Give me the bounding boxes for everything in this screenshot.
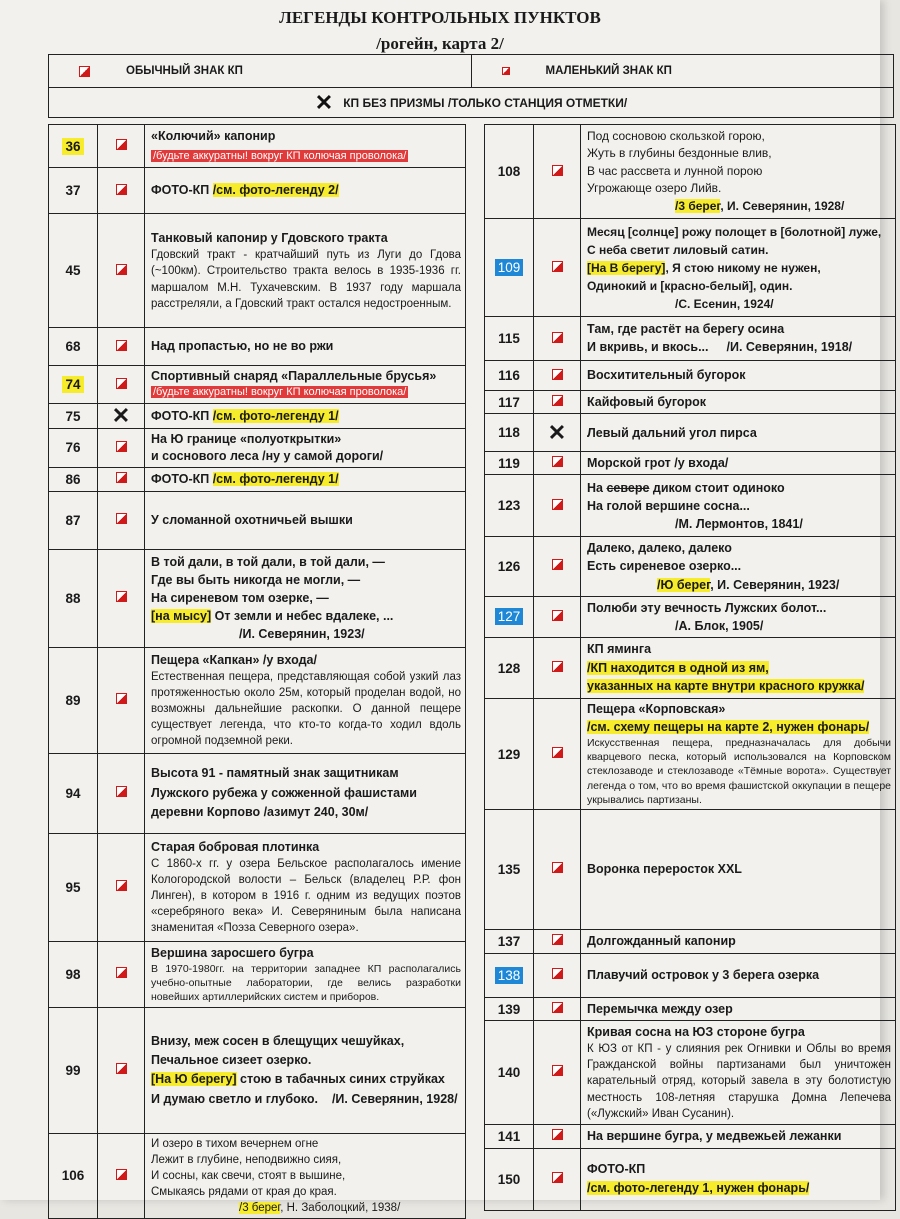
control-point-icon (116, 513, 127, 524)
control-point-icon (552, 968, 563, 979)
legend-table-left (48, 124, 466, 1219)
poem-author: /И. Северянин, 1923/ (239, 627, 365, 642)
kp-description: Вершина заросшего бугра (151, 945, 314, 960)
control-point-icon (116, 1169, 127, 1180)
location-hint: [На В берегу] (587, 260, 666, 275)
control-point-icon (116, 378, 127, 389)
table-row (49, 1133, 466, 1218)
poem-author: , Н. Заболоцкий, 1938/ (280, 1202, 401, 1215)
table-row (49, 125, 466, 168)
warning-note: /будьте аккуратны! вокруг КП колючая проволока/ (153, 149, 407, 162)
kp-description: ФОТО-КП (151, 183, 213, 198)
poem-author: /А. Блок, 1905/ (675, 618, 764, 633)
table-row (485, 596, 896, 637)
table-row (485, 953, 896, 997)
control-point-icon (116, 591, 127, 602)
kp-description: Кайфовый бугорок (581, 391, 896, 414)
kp-number: 128 (485, 637, 534, 698)
kp-description: ФОТО-КП (587, 1162, 646, 1177)
legend-table-right (484, 124, 896, 1211)
kp-description: Кривая сосна на ЮЗ стороне бугра (587, 1025, 805, 1040)
kp-history-text: В 1970-1980гг. на территории западнее КП располагались учебно-опытные лаборатории, где велись разработки новейших артиллерийских систем и приборов. (151, 963, 461, 1004)
kp-number: 75 (49, 404, 98, 429)
poem-line: На голой вершине сосна... (587, 498, 750, 513)
control-point-icon (116, 472, 127, 483)
kp-description: и соснового леса /ну у самой дороги/ (151, 448, 384, 463)
cross-icon: ✕ (98, 404, 145, 429)
table-row (485, 219, 896, 317)
kp-number: 99 (49, 1007, 98, 1133)
kp-number: 98 (49, 941, 98, 1007)
poem-line: Там, где растёт на берегу осина (587, 322, 785, 336)
control-point-icon (552, 369, 563, 380)
kp-description: ФОТО-КП (151, 408, 213, 423)
kp-description-highlight: /КП находится в одной из ям, (587, 660, 769, 675)
kp-number: 115 (485, 317, 534, 361)
control-point-icon (116, 340, 127, 351)
kp-description: деревни Корпово /азимут 240, 30м/ (151, 804, 369, 819)
kp-number: 129 (485, 699, 534, 810)
kp-description-highlight: /см. фото-легенду 1, нужен фонарь/ (587, 1181, 810, 1196)
control-point-icon (116, 441, 127, 452)
kp-number: 123 (485, 475, 534, 537)
poem-line: Угрожающе озеро Лийв. (587, 181, 722, 196)
poem-line: Полюби эту вечность Лужских болот... (587, 600, 827, 615)
kp-history-text: К ЮЗ от КП - у слияния рек Огнивки и Облы во время Гражданской войны партизанами был уничтожен карательный отряд, который завела в эту болотистую местность 108-летняя старушка Домна Лепечева («Лужский» Иван Сусанин). (587, 1043, 891, 1120)
kp-number: 89 (49, 647, 98, 753)
kp-number: 119 (485, 452, 534, 475)
location-hint: /3 берег (675, 198, 721, 213)
kp-number: 36 (62, 138, 83, 155)
kp-history-text: Естественная пещера, представляющая собой узкий лаз протяженностью около 25м, который проделан водой, но возможны дальнейшие раскопки. О данной пещере существует легенда, что кто-то когда-то ходил вдоль огромной подземной реки. (151, 671, 461, 748)
kp-number: 87 (49, 491, 98, 549)
kp-number: 108 (485, 125, 534, 219)
cross-icon: ✕ (314, 89, 334, 115)
table-row (49, 941, 466, 1007)
control-point-icon (552, 1172, 563, 1183)
no-prism-label: КП БЕЗ ПРИЗМЫ /ТОЛЬКО СТАНЦИЯ ОТМЕТКИ/ (343, 95, 628, 110)
location-hint: [На Ю берегу] (151, 1072, 237, 1087)
kp-number: 109 (495, 259, 524, 276)
table-row (485, 537, 896, 596)
kp-description: КП яминга (587, 641, 652, 656)
poem-line: И думаю светло и глубоко. (151, 1091, 318, 1106)
table-row (49, 168, 466, 214)
kp-history-text: Гдовский тракт - кратчайший путь из Луги до Гдова (~100км). Строительство тракта велось в 1935-1936 гг. маршалом М.Н. Тухачевским. В 1937 году маршала расстреляли, а Гдовский тракт остался недостроенным. (151, 249, 461, 310)
kp-number: 94 (49, 753, 98, 833)
table-row (485, 452, 896, 475)
table-row (485, 929, 896, 953)
table-row (485, 361, 896, 391)
kp-description: Восхитительный бугорок (581, 361, 896, 391)
poem-line: От земли и небес вдалеке, ... (211, 609, 394, 624)
poem-line: С неба светит лиловый сатин. (587, 242, 769, 257)
kp-number: 141 (485, 1124, 534, 1148)
control-point-icon (552, 661, 563, 672)
poem-line: На сиреневом том озерке, — (151, 591, 329, 606)
kp-number: 74 (62, 376, 83, 393)
location-hint: [на мысу] (151, 609, 212, 624)
kp-description: Левый дальний угол пирса (581, 414, 896, 452)
kp-number: 76 (49, 429, 98, 468)
control-point-icon (552, 395, 563, 406)
kp-description: Танковый капонир у Гдовского тракта (151, 231, 388, 246)
kp-description: Перемычка между озер (581, 997, 896, 1020)
table-row (49, 753, 466, 833)
kp-description: Долгожданный капонир (581, 929, 896, 953)
kp-description: На вершине бугра, у медвежьей лежанки (581, 1124, 896, 1148)
poem-line: Есть сиреневое озерко... (587, 559, 742, 574)
table-row (49, 467, 466, 491)
control-point-icon (552, 165, 563, 176)
poem-line: диком стоит одиноко (649, 480, 785, 495)
table-row (49, 429, 466, 468)
table-row (485, 125, 896, 219)
page-title: ЛЕГЕНДЫ КОНТРОЛЬНЫХ ПУНКТОВ (279, 8, 601, 27)
kp-number: 106 (49, 1133, 98, 1218)
table-row (49, 404, 466, 429)
poem-line: Одинокий и [красно-белый], один. (587, 278, 793, 293)
control-point-icon (552, 1002, 563, 1013)
control-point-icon (552, 559, 563, 570)
control-point-icon (552, 1129, 563, 1140)
control-point-icon (552, 332, 563, 343)
poem-line: Печальное сизеет озерко. (151, 1052, 312, 1067)
control-point-icon (552, 456, 563, 467)
poem-author: , И. Северянин, 1923/ (710, 577, 840, 592)
poem-line: Внизу, меж сосен в блещущих чешуйках, (151, 1033, 405, 1048)
normal-kp-label: ОБЫЧНЫЙ ЗНАК КП (126, 65, 243, 77)
control-point-icon (116, 139, 127, 150)
poem-line: В час рассвета и лунной порою (587, 163, 763, 178)
kp-description: Пещера «Капкан» /у входа/ (151, 652, 317, 667)
kp-description: Старая бобровая плотинка (151, 839, 320, 854)
control-point-icon (552, 747, 563, 758)
table-row (485, 1124, 896, 1148)
kp-description-highlight: /см. фото-легенду 1/ (212, 408, 339, 423)
kp-number: 140 (485, 1021, 534, 1125)
table-row (49, 214, 466, 328)
kp-history-text: Искусственная пещера, предназначалась для добычи кварцевого песка, который использовался на Корповском стеклозаводе и стеклозаводе «Тёмные ворота». Существует легенда о том, что во время фашистской оккупации в пещере укрывались партизаны. (587, 737, 891, 806)
poem-line: Под сосновою скользкой горою, (587, 129, 765, 144)
control-point-icon (552, 1065, 563, 1076)
kp-number: 127 (495, 608, 524, 625)
table-row (49, 647, 466, 753)
table-row (485, 414, 896, 452)
kp-description: «Колючий» капонир (151, 129, 276, 144)
kp-number: 86 (49, 467, 98, 491)
kp-description-highlight: /см. фото-легенду 1/ (212, 472, 339, 487)
cross-icon: ✕ (534, 414, 581, 452)
kp-number: 68 (49, 328, 98, 366)
poem-line: И озеро в тихом вечернем огне (151, 1137, 319, 1150)
table-row (485, 809, 896, 929)
poem-line: Жуть в глубины бездонные влив, (587, 146, 772, 161)
location-hint: /Ю берег (657, 577, 711, 592)
poem-author: /М. Лермонтов, 1841/ (675, 516, 803, 531)
warning-note: /будьте аккуратны! вокруг КП колючая проволока/ (153, 386, 407, 399)
kp-number: 117 (485, 391, 534, 414)
table-row (49, 549, 466, 647)
kp-description-highlight: указанных на карте внутри красного кружка/ (587, 679, 865, 694)
poem-line: Где вы быть никогда не могли, — (151, 573, 361, 588)
kp-history-text: С 1860-х гг. у озера Бельское располагалось имение Кологородской волости – Бельск (владелец Р.Р. фон Линген), в котором в 1916 г. одним из ведущих поэтов «серебряного века» И. Северяниным была написана знаменитая «Поэза Северного озера». (151, 858, 461, 935)
kp-description-highlight: /см. схему пещеры на карте 2, нужен фонарь/ (587, 719, 870, 734)
poem-line: Лежит в глубине, неподвижно сияя, (151, 1153, 342, 1166)
poem-line: Смыкаясь рядами от края до края. (151, 1186, 337, 1199)
kp-number: 137 (485, 929, 534, 953)
control-point-icon (116, 693, 127, 704)
control-point-icon (116, 264, 127, 275)
symbol-legend (48, 54, 894, 88)
kp-description: Лужского рубежа у сожженной фашистами (151, 785, 417, 800)
control-point-icon (552, 261, 563, 272)
control-point-icon (552, 862, 563, 873)
table-row (485, 637, 896, 698)
table-row (485, 391, 896, 414)
control-point-icon (116, 880, 127, 891)
location-hint: /3 берег (239, 1202, 281, 1215)
kp-number: 135 (485, 809, 534, 929)
kp-description: Морской грот /у входа/ (581, 452, 896, 475)
table-row (485, 699, 896, 810)
poem-line: На (587, 480, 607, 495)
table-row (485, 1021, 896, 1125)
kp-description: ФОТО-КП (151, 472, 213, 487)
control-point-icon (116, 184, 127, 195)
kp-description: Пещера «Корповская» (587, 702, 726, 717)
kp-number: 138 (495, 967, 524, 984)
poem-author: , И. Северянин, 1928/ (720, 198, 845, 213)
kp-number: 126 (485, 537, 534, 596)
table-row (485, 317, 896, 361)
table-row (485, 1148, 896, 1210)
kp-description: Воронка переросток XXL (581, 809, 896, 929)
poem-author: /И. Северянин, 1928/ (331, 1091, 458, 1106)
kp-number: 139 (485, 997, 534, 1020)
poem-line: Далеко, далеко, далеко (587, 541, 732, 556)
control-point-icon (116, 786, 127, 797)
small-kp-label: МАЛЕНЬКИЙ ЗНАК КП (545, 65, 672, 77)
no-prism-legend (48, 88, 894, 118)
kp-description: Плавучий островок у 3 берега озерка (581, 953, 896, 997)
poem-author: /И. Северянин, 1918/ (726, 339, 853, 354)
kp-description: Высота 91 - памятный знак защитникам (151, 766, 399, 781)
table-row (49, 833, 466, 941)
kp-number: 37 (49, 168, 98, 214)
poem-line: В той дали, в той дали, в той дали, — (151, 554, 385, 569)
normal-kp-legend (49, 55, 471, 87)
control-point-icon (79, 66, 90, 77)
kp-description: У сломанной охотничьей вышки (145, 491, 466, 549)
kp-number: 116 (485, 361, 534, 391)
control-point-icon (552, 499, 563, 510)
table-row (49, 491, 466, 549)
kp-description-highlight: /см. фото-легенду 2/ (212, 183, 339, 198)
table-row (49, 328, 466, 366)
poem-line: , Я стою никому не нужен, (665, 260, 821, 275)
table-row (49, 366, 466, 404)
kp-description: Спортивный снаряд «Параллельные брусья» (151, 368, 437, 383)
kp-description: Над пропастью, но не во ржи (145, 328, 466, 366)
control-point-icon (116, 1063, 127, 1074)
small-control-point-icon (502, 67, 510, 75)
control-point-icon (116, 967, 127, 978)
poem-line: Месяц [солнце] рожу полощет в [болотной] луже, (587, 224, 882, 239)
kp-number: 150 (485, 1148, 534, 1210)
control-point-icon (552, 610, 563, 621)
table-row (485, 475, 896, 537)
poem-line: И вкривь, и вкось... (587, 339, 709, 354)
poem-line: И сосны, как свечи, стоят в вышине, (151, 1169, 346, 1182)
page-subtitle: /рогейн, карта 2/ (376, 34, 504, 53)
kp-number: 88 (49, 549, 98, 647)
kp-number: 45 (49, 214, 98, 328)
table-row (485, 997, 896, 1020)
kp-description: На Ю границе «полуоткрытки» (151, 432, 342, 446)
small-kp-legend (471, 55, 894, 87)
poem-author: /С. Есенин, 1924/ (675, 296, 774, 311)
poem-line-struck: севере (606, 480, 650, 495)
kp-number: 95 (49, 833, 98, 941)
poem-line: стою в табачных синих струйках (236, 1072, 445, 1087)
kp-number: 118 (485, 414, 534, 452)
table-row (49, 1007, 466, 1133)
control-point-icon (552, 934, 563, 945)
